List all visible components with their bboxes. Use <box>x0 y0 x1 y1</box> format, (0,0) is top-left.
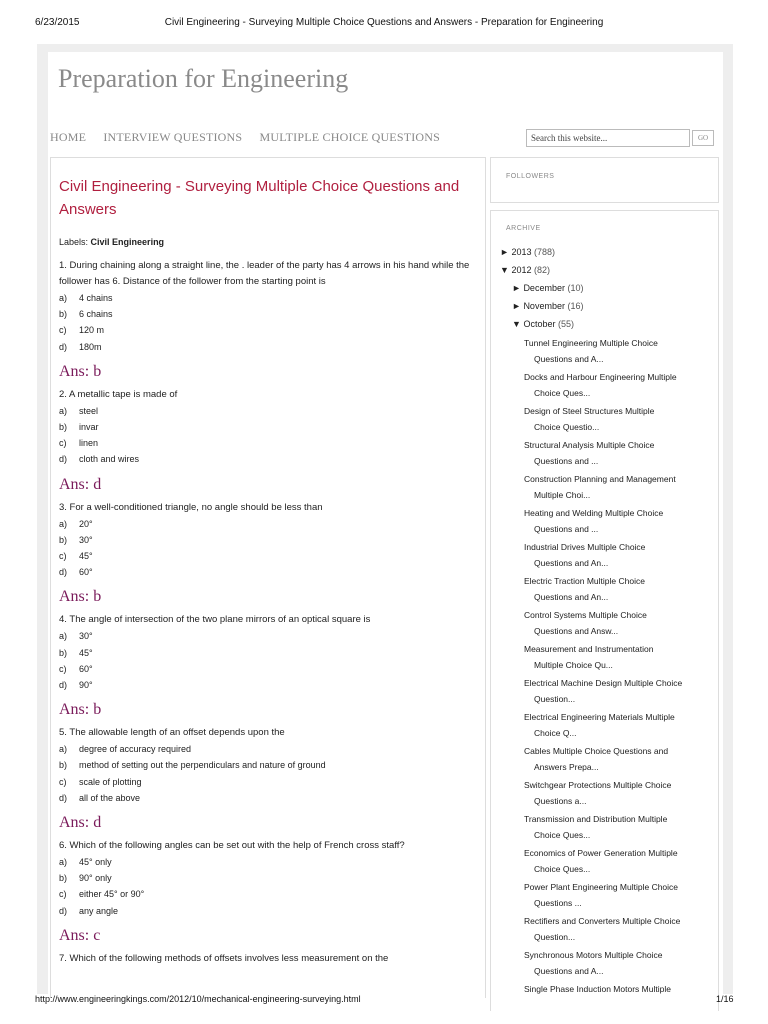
option-text: 180m <box>79 341 102 352</box>
print-title: Civil Engineering - Surveying Multiple Choice Questions and Answers - Preparation for Engineering <box>164 17 604 28</box>
archive-post-line[interactable]: Power Plant Engineering Multiple Choice <box>524 882 679 892</box>
question <box>59 258 479 382</box>
labels-prefix: Labels: <box>59 237 89 247</box>
archive-post-line[interactable]: Control Systems Multiple Choice <box>524 610 647 620</box>
archive-post-line[interactable]: Choice Ques... <box>534 829 591 840</box>
archive-post-line[interactable]: Questions and Answ... <box>534 625 619 636</box>
archive-post-line[interactable]: Design of Steel Structures Multiple <box>524 406 655 416</box>
archive-post-link[interactable] <box>524 336 719 367</box>
answer-option <box>59 854 479 870</box>
archive-year-label[interactable]: 2013 <box>511 247 532 257</box>
archive-post-link[interactable] <box>524 880 719 911</box>
answer-option <box>59 419 479 435</box>
archive-post-line[interactable]: Single Phase Induction Motors Multiple <box>524 984 671 994</box>
print-page-number: 1/16 <box>716 994 734 1004</box>
option-text: 90° <box>79 680 93 691</box>
option-letter: b) <box>59 873 68 884</box>
question <box>59 387 479 495</box>
answer-option <box>59 290 479 306</box>
option-letter: a) <box>59 518 68 529</box>
archive-post-line[interactable]: Questions and A... <box>534 353 604 364</box>
archive-post-line[interactable]: Heating and Welding Multiple Choice <box>524 508 664 518</box>
option-text: cloth and wires <box>79 454 140 465</box>
option-letter: c) <box>59 776 67 787</box>
option-text: 120 m <box>79 325 105 336</box>
option-text: scale of plotting <box>79 776 142 787</box>
archive-post-line[interactable]: Choice Ques... <box>534 863 591 874</box>
option-text: linen <box>79 438 99 449</box>
archive-post-line[interactable]: Industrial Drives Multiple Choice <box>524 542 646 552</box>
archive-month-november[interactable] <box>512 301 583 311</box>
archive-post-line[interactable]: Measurement and Instrumentation <box>524 644 654 654</box>
question-text: 3. For a well-conditioned triangle, no angle should be less than <box>59 501 323 513</box>
blog-page <box>48 52 723 997</box>
answer-option <box>59 548 479 564</box>
option-text: 4 chains <box>79 293 113 303</box>
answer-option <box>59 741 479 757</box>
collapse-arrow-icon[interactable]: ▼ <box>500 265 509 275</box>
question-text: 4. The angle of intersection of the two plane mirrors of an optical square is <box>59 614 371 626</box>
archive-post-line[interactable]: Synchronous Motors Multiple Choice <box>524 950 663 960</box>
answer-key: Ans: d <box>59 475 102 493</box>
archive-post-link[interactable] <box>524 642 719 673</box>
archive-post-line[interactable]: Electrical Engineering Materials Multiple <box>524 712 675 722</box>
option-text: 60° <box>79 567 93 578</box>
option-text: invar <box>79 422 99 433</box>
archive-post-link[interactable] <box>524 846 719 877</box>
print-header <box>0 17 768 31</box>
archive-post-line[interactable]: Questions and ... <box>534 455 599 466</box>
questions-list <box>59 258 479 969</box>
answer-option <box>59 532 479 548</box>
option-letter: c) <box>59 325 67 336</box>
archive-post-link[interactable] <box>524 574 719 605</box>
option-letter: d) <box>59 905 68 916</box>
followers-title: FOLLOWERS <box>506 173 555 180</box>
option-letter: a) <box>59 744 68 755</box>
answer-option <box>59 451 479 467</box>
archive-post-line[interactable]: Questions and ... <box>534 523 599 534</box>
option-text: any angle <box>79 905 119 916</box>
print-date: 6/23/2015 <box>35 17 80 28</box>
archive-post-line[interactable]: Answers Prepa... <box>534 761 599 772</box>
question <box>59 838 479 946</box>
answer-option <box>59 757 479 773</box>
option-letter: a) <box>59 293 68 303</box>
archive-post-line[interactable]: Tunnel Engineering Multiple Choice <box>524 338 658 348</box>
site-title[interactable]: Preparation for Engineering <box>58 64 349 93</box>
archive-post-link[interactable] <box>524 914 719 945</box>
answer-option <box>59 790 479 806</box>
label-link[interactable]: Civil Engineering <box>90 237 165 247</box>
option-text: steel <box>79 405 99 416</box>
option-letter: c) <box>59 663 67 674</box>
archive-post-line[interactable]: Multiple Choi... <box>534 489 591 500</box>
option-text: 30° <box>79 534 93 545</box>
archive-post-line[interactable]: Choice Questio... <box>534 421 600 432</box>
archive-post-link[interactable] <box>524 982 719 998</box>
search-button[interactable]: GO <box>692 130 714 146</box>
expand-arrow-icon[interactable]: ► <box>500 247 509 257</box>
question-text: 2. A metallic tape is made of <box>59 388 178 400</box>
archive-post-link[interactable] <box>524 778 719 809</box>
option-letter: b) <box>59 534 68 545</box>
nav-item-home[interactable]: HOME <box>50 130 87 144</box>
option-letter: b) <box>59 422 68 433</box>
archive-year-2012[interactable] <box>500 265 550 275</box>
option-text: method of setting out the perpendiculars and nature of ground <box>79 760 326 771</box>
option-letter: c) <box>59 889 67 900</box>
answer-option <box>59 645 479 661</box>
option-letter: a) <box>59 857 68 868</box>
option-letter: a) <box>59 405 68 416</box>
answer-option <box>59 306 479 322</box>
option-letter: b) <box>59 647 68 658</box>
answer-option <box>59 564 479 580</box>
archive-post-line[interactable]: Construction Planning and Management <box>524 474 676 484</box>
answer-option <box>59 774 479 790</box>
archive-post-line[interactable]: Electric Traction Multiple Choice <box>524 576 645 586</box>
archive-month-december[interactable] <box>512 283 583 293</box>
search-input[interactable]: Search this website... <box>526 129 690 147</box>
archive-post-line[interactable]: Questions and An... <box>534 557 609 568</box>
option-letter: d) <box>59 567 68 578</box>
expand-arrow-icon[interactable]: ► <box>512 301 521 311</box>
archive-year-2013[interactable] <box>500 247 555 257</box>
archive-post-link[interactable] <box>524 506 719 537</box>
archive-post-line[interactable]: Structural Analysis Multiple Choice <box>524 440 655 450</box>
archive-count: (788) <box>533 247 555 257</box>
nav-item-multiple-choice-questions[interactable]: MULTIPLE CHOICE QUESTIONS <box>259 130 441 144</box>
question-text: 1. During chaining along a straight line, the . leader of the party has 4 arrows in his hand while the follower has 6. Distance of the follower from the starting point is <box>59 260 470 287</box>
option-text: 6 chains <box>79 309 113 320</box>
archive-year-label[interactable]: 2012 <box>511 265 532 275</box>
answer-option <box>59 677 479 693</box>
print-url: http://www.engineeringkings.com/2012/10/mechanical-engineering-surveying.html <box>35 994 361 1004</box>
archive-month-label[interactable]: November <box>523 301 565 311</box>
archive-post-line[interactable]: Multiple Choice Qu... <box>534 659 613 670</box>
option-text: either 45° or 90° <box>79 889 145 900</box>
archive-post-link[interactable] <box>524 472 719 503</box>
archive-post-line[interactable]: Question... <box>534 931 576 942</box>
archive-post-line[interactable]: Switchgear Protections Multiple Choice <box>524 780 672 790</box>
question-text: 5. The allowable length of an offset depends upon the <box>59 727 285 739</box>
answer-key: Ans: b <box>59 701 102 719</box>
question <box>59 725 479 833</box>
answer-key: Ans: b <box>59 588 102 606</box>
archive-post-link[interactable] <box>524 608 719 639</box>
answer-option <box>59 870 479 886</box>
archive-post-link[interactable] <box>524 404 719 435</box>
archive-post-line[interactable]: Questions ... <box>534 897 582 908</box>
archive-post-line[interactable]: Economics of Power Generation Multiple <box>524 848 678 858</box>
option-text: degree of accuracy required <box>79 744 192 755</box>
sidebar <box>490 157 719 1011</box>
option-text: 60° <box>79 663 93 674</box>
archive-post-line[interactable]: Choice Q... <box>534 727 577 738</box>
archive-post-link[interactable] <box>524 812 719 843</box>
archive-post-link[interactable] <box>524 744 719 775</box>
archive-month-label[interactable]: October <box>523 319 556 329</box>
option-text: 30° <box>79 631 93 642</box>
archive-post-line[interactable]: Questions a... <box>534 795 587 806</box>
answer-option <box>59 516 479 532</box>
archive-count: (55) <box>557 319 574 329</box>
archive-post-line[interactable]: Questions and An... <box>534 591 609 602</box>
option-letter: c) <box>59 438 67 449</box>
archive-post-link[interactable] <box>524 370 719 401</box>
question <box>59 500 479 608</box>
post-title[interactable]: Civil Engineering - Surveying Multiple Choice Questions and Answers <box>59 178 460 218</box>
option-letter: b) <box>59 309 68 320</box>
option-letter: a) <box>59 631 68 642</box>
option-letter: d) <box>59 341 68 352</box>
archive-widget <box>490 210 719 1011</box>
answer-option <box>59 339 479 355</box>
answer-option <box>59 435 479 451</box>
answer-option <box>59 903 479 919</box>
answer-key: Ans: b <box>59 362 102 380</box>
archive-post-line[interactable]: Docks and Harbour Engineering Multiple <box>524 372 677 382</box>
archive-post-line[interactable]: Cables Multiple Choice Questions and <box>524 746 669 756</box>
question <box>59 612 479 720</box>
followers-widget <box>490 157 719 203</box>
answer-key: Ans: c <box>59 926 101 944</box>
archive-post-line[interactable]: Electrical Machine Design Multiple Choice <box>524 678 683 688</box>
option-letter: c) <box>59 551 67 562</box>
question <box>59 951 479 967</box>
option-letter: d) <box>59 454 68 465</box>
archive-post-link[interactable] <box>524 948 719 979</box>
option-text: 45° <box>79 551 93 562</box>
archive-post-line[interactable]: Questions and A... <box>534 965 604 976</box>
archive-post-link[interactable] <box>524 540 719 571</box>
answer-option <box>59 886 479 902</box>
archive-post-line[interactable]: Question... <box>534 693 576 704</box>
main-nav <box>50 130 454 145</box>
question-text: 6. Which of the following angles can be set out with the help of French cross staff? <box>59 840 405 852</box>
archive-month-label[interactable]: December <box>523 283 565 293</box>
collapse-arrow-icon[interactable]: ▼ <box>512 319 521 329</box>
archive-title: ARCHIVE <box>506 225 541 232</box>
archive-post-link[interactable] <box>524 676 719 707</box>
question-text: 7. Which of the following methods of offsets involves less measurement on the <box>59 952 389 964</box>
nav-item-interview-questions[interactable]: INTERVIEW QUESTIONS <box>103 130 243 144</box>
option-text: all of the above <box>79 792 141 803</box>
post-labels <box>59 237 164 247</box>
answer-option <box>59 322 479 338</box>
archive-month-october[interactable] <box>512 319 574 329</box>
option-text: 45° <box>79 647 93 658</box>
option-letter: d) <box>59 792 68 803</box>
option-text: 20° <box>79 518 93 529</box>
option-letter: d) <box>59 680 68 691</box>
archive-post-line[interactable]: Transmission and Distribution Multiple <box>524 814 668 824</box>
option-text: 45° only <box>79 857 112 868</box>
answer-option <box>59 403 479 419</box>
option-letter: b) <box>59 760 68 771</box>
option-text: 90° only <box>79 873 112 884</box>
archive-post-list <box>524 336 719 1001</box>
archive-count: (82) <box>533 265 550 275</box>
answer-option <box>59 661 479 677</box>
archive-post-line[interactable]: Choice Ques... <box>534 387 591 398</box>
answer-key: Ans: d <box>59 814 102 832</box>
archive-post-line[interactable]: Rectifiers and Converters Multiple Choice <box>524 916 681 926</box>
archive-count: (10) <box>567 283 584 293</box>
answer-option <box>59 628 479 644</box>
archive-count: (16) <box>567 301 584 311</box>
archive-post-link[interactable] <box>524 438 719 469</box>
expand-arrow-icon[interactable]: ► <box>512 283 521 293</box>
archive-post-link[interactable] <box>524 710 719 741</box>
post-area <box>50 157 486 998</box>
